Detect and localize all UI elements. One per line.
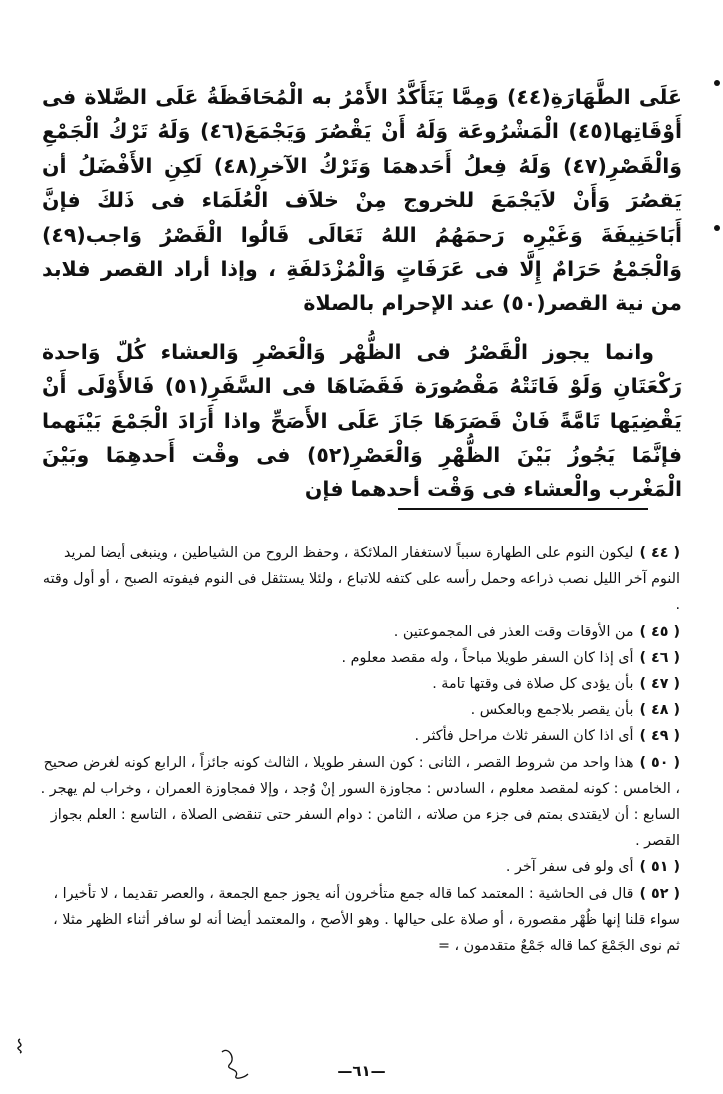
main-paragraph-2: وانما يجوز الْقَصْرُ فى الظُّهْر وَالْعَصْرِ وَالعشاء كُلّ وَاحدة رَكْعَتَانِ وَلَوْ فَاتَتْهُ مَقْصُورَة فَقَضَاهَا فى السَّفَرِ(٥١) فَالأَوْلَى أَنْ يَقْضِيَها تَامَّةً فَانْ قَصَرَهَا جَازَ عَلَى الأَصَحِّ واذا أَرَادَ الْجَمْعَ بَيْنَهما فإنَّمَا يَجُوزُ بَيْنَ الظُّهْرِ وَالْعَصْرِ(٥٢) فى وقْت أَحدهِمَا وبَيْنَ الْمَغْرب والْعشاء فى وَقْت أحدهما فإن bbox=[42, 339, 682, 502]
footnote-52 bbox=[36, 881, 680, 960]
footnote-text: أى اذا كان السفر ثلاث مراحل فأكثر . bbox=[414, 728, 634, 745]
footnote-text: أى ولو فى سفر آخر . bbox=[505, 859, 634, 876]
footnote-45 bbox=[36, 619, 680, 645]
footnote-text: بأن يقصر بلاجمع وبالعكس . bbox=[470, 702, 634, 719]
footnote-46 bbox=[36, 645, 680, 671]
footnote-text: ليكون النوم على الطهارة سبباً لاستغفار الملائكة ، وحفظ الروح من الشياطين ، وينبغى أيضا لمريد النوم آخر الليل نصب ذراعه وحمل رأسه على كتفه للاتباع ، ولئلا يستثقل فى النوم فيفوته الصبح ، أو أول وقته . bbox=[42, 545, 680, 614]
footnote-number: ( ٤٩ ) bbox=[639, 728, 680, 745]
footnote-text: أى إذا كان السفر طويلا مباحاً ، وله مقصد معلوم . bbox=[341, 649, 634, 666]
footnote-48 bbox=[36, 697, 680, 723]
footnote-number: ( ٤٧ ) bbox=[639, 676, 680, 693]
footnote-49 bbox=[36, 723, 680, 749]
footnote-number: ( ٤٥ ) bbox=[639, 623, 680, 640]
footnote-47 bbox=[36, 671, 680, 697]
footnote-number: ( ٥١ ) bbox=[639, 859, 680, 876]
margin-squiggle-mark bbox=[14, 1038, 26, 1054]
footnote-text: هذا واحد من شروط القصر ، الثانى : كون السفر طويلا ، الثالث كونه جائزاً ، الرابع كونه لغرض صحيح ، الخامس : كونه لمقصد معلوم ، السادس : مجاوزة السور إنْ وُجد ، وإلا فمجاوزة العمران ، وخراب لم يهجر . السابع : أن لايقتدى بمتم فى جزء من صلاته ، الثامن : دوام السفر حتى تنقضى الصلاة ، التاسع : العلم بجواز القصر . bbox=[40, 754, 680, 850]
footnote-51 bbox=[36, 854, 680, 880]
footnote-number: ( ٥٠ ) bbox=[639, 754, 680, 771]
footnotes bbox=[36, 540, 680, 959]
page-number: —٦١— bbox=[337, 1062, 386, 1080]
footnote-text: بأن يؤدى كل صلاة فى وقتها تامة . bbox=[432, 676, 634, 693]
margin-dot-middle bbox=[714, 225, 720, 231]
footnote-text: قال فى الحاشية : المعتمد كما قاله جمع متأخرون أنه يجوز جمع الجمعة ، والعصر تقديما ، لا تأخيرا ، سواء قلنا إنها ظُهْر مقصورة ، أو صلاة على حيالها . وهو الأصح ، والمعتمد أيضا أنه لو سافر أثناء الظهر مثلا ، ثم نوى الجَمْعَ كما قاله جَمْعٌ متقدمون ، = bbox=[53, 885, 680, 955]
footnote-text: من الأوقات وقت العذر فى المجموعتين . bbox=[393, 623, 634, 640]
main-paragraph-1: عَلَى الطَّهَارَةِ(٤٤) وَمِمَّا يَتَأَكَّدُ الأَمْرُ به الْمُحَافَظَةُ عَلَى الصَّلاة فى أَوْقَاتِها(٤٥) الْمَشْرُوعَة وَلَهُ أَنْ يَقْصُرَ وَيَجْمَعَ(٤٦) وَلَهُ تَرْكُ الْجَمْعِ وَالْقَصْرِ(٤٧) وَلَهُ فِعلُ أَحَدهمَا وَتَرْكُ الآخرِ(٤٨) لَكِنِ الأَفْضَلُ أن يَقصُرَ وَأَنْ لاَيَجْمَعَ للخروج مِنْ خلاَف الْعُلَمَاء فى ذَلكَ فإنَّ أَبَاحَنِيفَةَ وَغَيْرِه رَحمَهُمُ اللهُ تَعَالَى قَالُوا الْقَصْرُ وَاجب(٤٩) وَالْجَمْعُ حَرَامٌ إِلَّا فى عَرَفَاتٍ وَالْمُزْدَلفَةِ ، وإذا أراد القصر فلابد من نية القصر(٥٠) عند الإحرام بالصلاة bbox=[42, 85, 682, 316]
margin-dot-top bbox=[714, 80, 720, 86]
footnote-number: ( ٤٨ ) bbox=[639, 702, 680, 719]
main-text bbox=[42, 80, 682, 507]
footnote-44 bbox=[36, 540, 680, 619]
footnote-number: ( ٥٢ ) bbox=[639, 885, 680, 902]
footnote-number: ( ٤٤ ) bbox=[639, 545, 680, 561]
footnote-number: ( ٤٦ ) bbox=[639, 649, 680, 666]
footnote-divider bbox=[398, 508, 648, 510]
footnote-50 bbox=[36, 750, 680, 855]
